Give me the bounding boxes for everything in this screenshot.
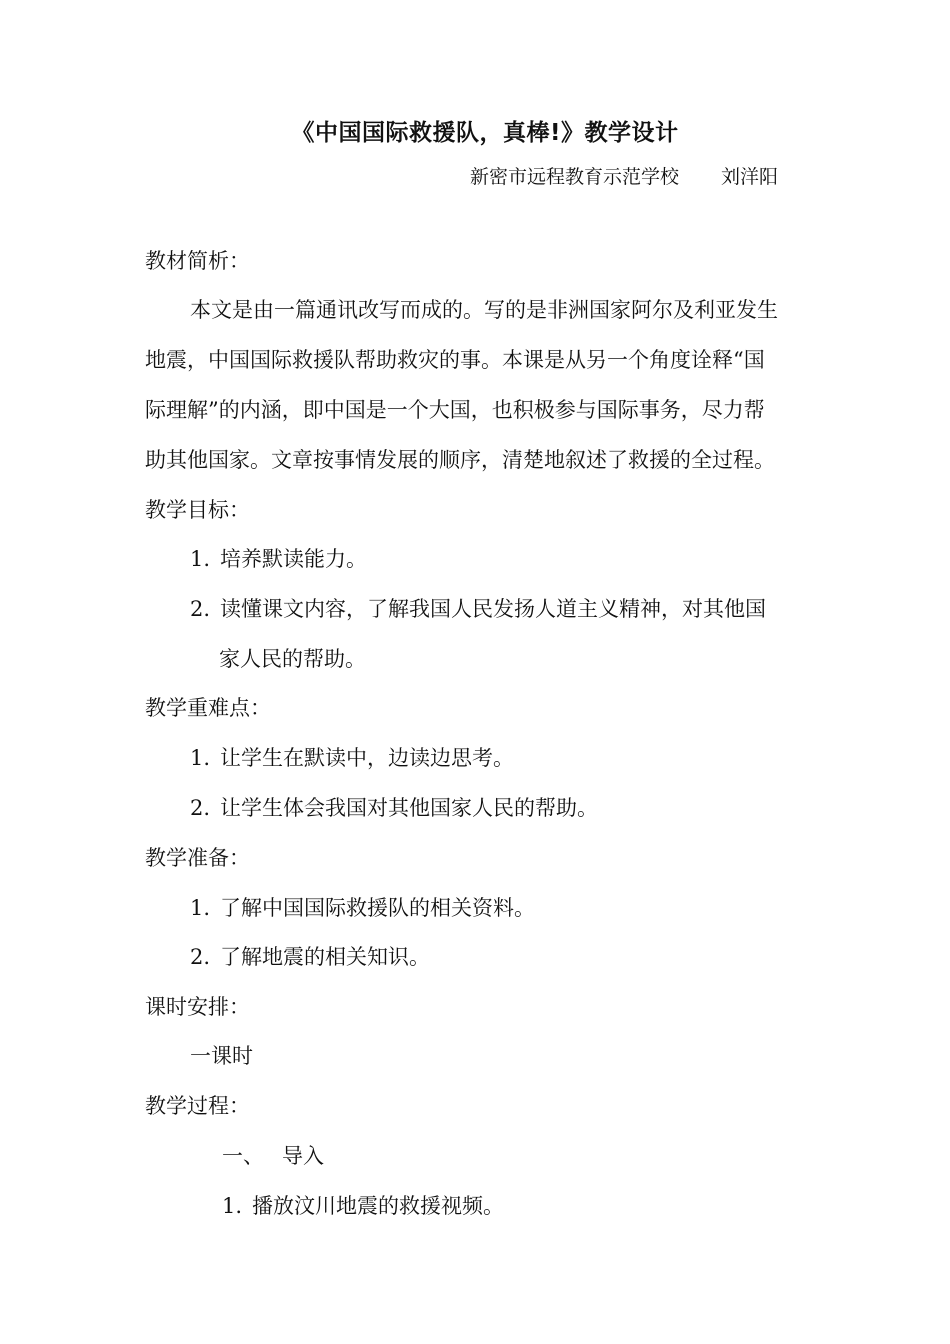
list-item (190, 793, 598, 823)
list-number: 1. (190, 746, 211, 770)
section-heading-schedule: 课时安排： (145, 995, 250, 1019)
paragraph-line: 本文是由一篇通讯改写而成的。写的是非洲国家阿尔及利亚发生 (190, 298, 778, 322)
list-number: 2. (190, 597, 211, 621)
schedule-text: 一课时 (190, 1044, 253, 1068)
paragraph-line: 际理解”的内涵，即中国是一个大国，也积极参与国际事务，尽力帮 (145, 398, 765, 422)
list-item (222, 1191, 504, 1221)
section-heading-keypoints: 教学重难点： (145, 696, 271, 720)
list-number: 1. (190, 896, 211, 920)
list-text: 了解地震的相关知识。 (220, 945, 430, 969)
list-item (190, 594, 766, 624)
list-number: 1. (222, 1194, 243, 1218)
list-text: 读懂课文内容，了解我国人民发扬人道主义精神，对其他国 (220, 597, 766, 621)
section-heading-process: 教学过程： (145, 1094, 250, 1118)
list-number: 2. (190, 796, 211, 820)
step-text: 导入 (282, 1144, 324, 1168)
list-number: 1. (190, 547, 211, 571)
section-heading-goals: 教学目标： (145, 498, 250, 522)
document-title: 《中国国际救援队，真棒!》教学设计 (291, 120, 679, 146)
school-name: 新密市远程教育示范学校 (470, 166, 680, 188)
list-item-continuation: 家人民的帮助。 (219, 647, 366, 671)
step-number: 一、 (222, 1144, 264, 1168)
section-heading-prep: 教学准备： (145, 846, 250, 870)
list-number: 2. (190, 945, 211, 969)
list-item (190, 544, 367, 574)
process-step (222, 1141, 324, 1171)
author-name: 刘洋阳 (721, 166, 779, 188)
list-item (190, 942, 430, 972)
list-text: 让学生在默读中，边读边思考。 (220, 746, 514, 770)
paragraph-line: 地震，中国国际救援队帮助救灾的事。本课是从另一个角度诠释“国 (145, 348, 765, 372)
list-text: 让学生体会我国对其他国家人民的帮助。 (220, 796, 598, 820)
list-item (190, 893, 535, 923)
section-heading-material: 教材简析： (145, 249, 250, 273)
list-item (190, 743, 514, 773)
paragraph-line: 助其他国家。文章按事情发展的顺序，清楚地叙述了救援的全过程。 (145, 448, 775, 472)
author-line (470, 162, 778, 189)
list-text: 播放汶川地震的救援视频。 (252, 1194, 504, 1218)
list-text: 了解中国国际救援队的相关资料。 (220, 896, 535, 920)
list-text: 培养默读能力。 (220, 547, 367, 571)
